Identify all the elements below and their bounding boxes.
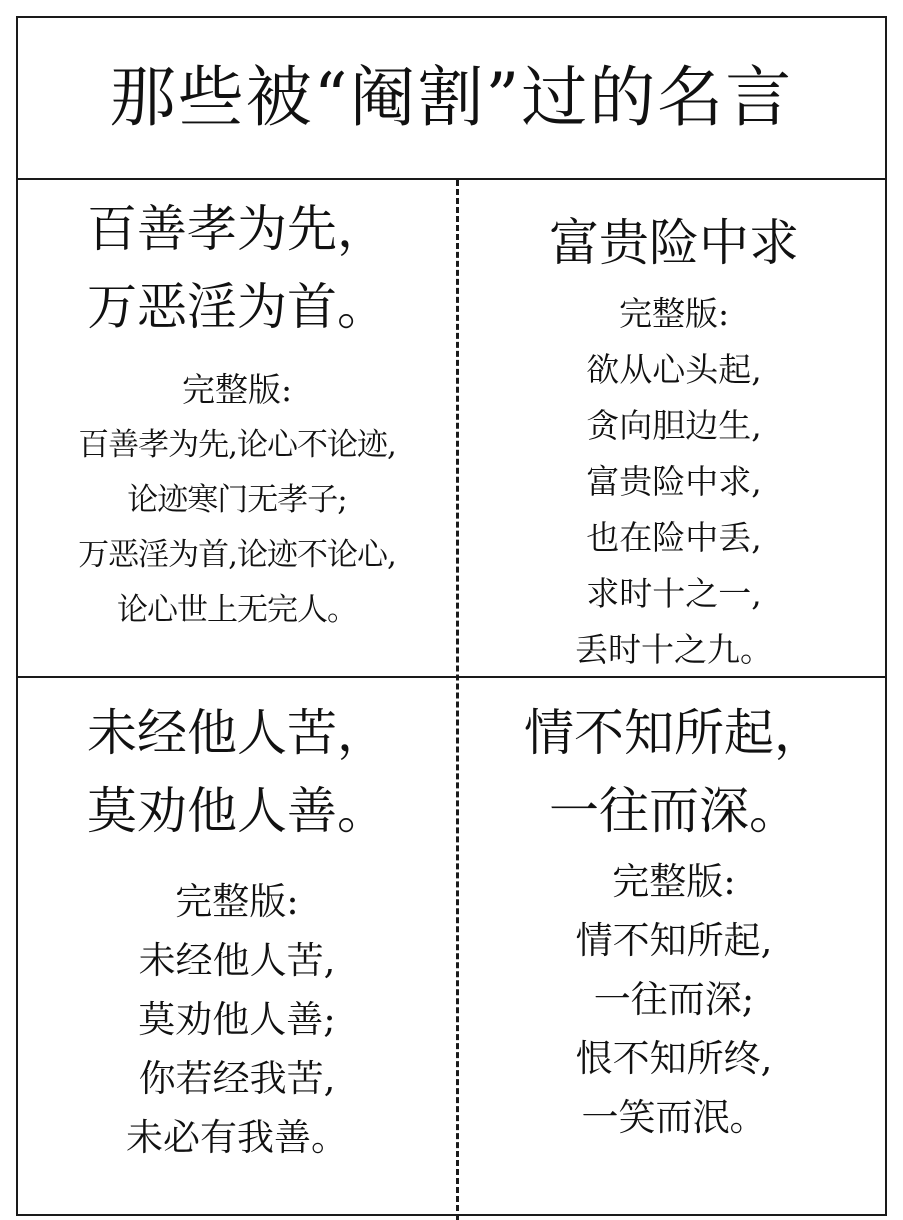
full-version-line: 恨不知所终, [575, 1037, 773, 1080]
title-band [18, 18, 885, 180]
full-version-line: 也在险中丢, [586, 518, 762, 557]
full-version-line: 论迹寒门无孝子; [127, 482, 347, 518]
full-version-line: 未经他人苦, [138, 939, 336, 982]
quote-line: 一往而深。 [549, 782, 799, 840]
full-version-line: 莫劝他人善; [138, 998, 336, 1041]
full-version-label: 完整版: [175, 880, 299, 923]
quote-card-2 [459, 204, 889, 678]
quote-card-1 [18, 190, 456, 638]
full-version-line: 求时十之一, [586, 574, 762, 613]
full-version-line: 贪向胆边生, [586, 406, 762, 445]
full-version-line: 情不知所起, [575, 919, 773, 962]
full-version-line: 未必有我善。 [126, 1116, 348, 1159]
full-version-line: 一笑而泯。 [581, 1096, 767, 1139]
quote-sheet [16, 16, 887, 1216]
quote-line: 百善孝为先， [87, 200, 387, 258]
full-version-label: 完整版: [618, 294, 730, 333]
page-title: 那些被“阉割”过的名言 [109, 59, 794, 136]
full-version-line: 你若经我苦, [138, 1057, 336, 1100]
quote-line: 未经他人苦， [87, 704, 387, 762]
full-version-line: 论心世上无完人。 [117, 592, 357, 628]
full-version-label: 完整版: [181, 370, 293, 409]
full-version-line: 一往而深; [593, 978, 755, 1021]
quote-line: 富贵险中求 [549, 214, 799, 272]
full-version-line: 万恶淫为首,论迹不论心, [78, 537, 396, 573]
quote-line: 莫劝他人善。 [87, 782, 387, 840]
full-version-line: 丢时十之九。 [575, 630, 773, 669]
quote-card-3 [18, 694, 456, 1167]
full-version-label: 完整版: [612, 860, 736, 903]
full-version-line: 欲从心头起, [586, 350, 762, 389]
full-version-line: 富贵险中求, [586, 462, 762, 501]
full-version-line: 百善孝为先,论心不论迹, [78, 427, 396, 463]
quote-line: 情不知所起， [524, 704, 824, 762]
quote-card-4 [459, 694, 889, 1147]
quote-line: 万恶淫为首。 [87, 278, 387, 336]
